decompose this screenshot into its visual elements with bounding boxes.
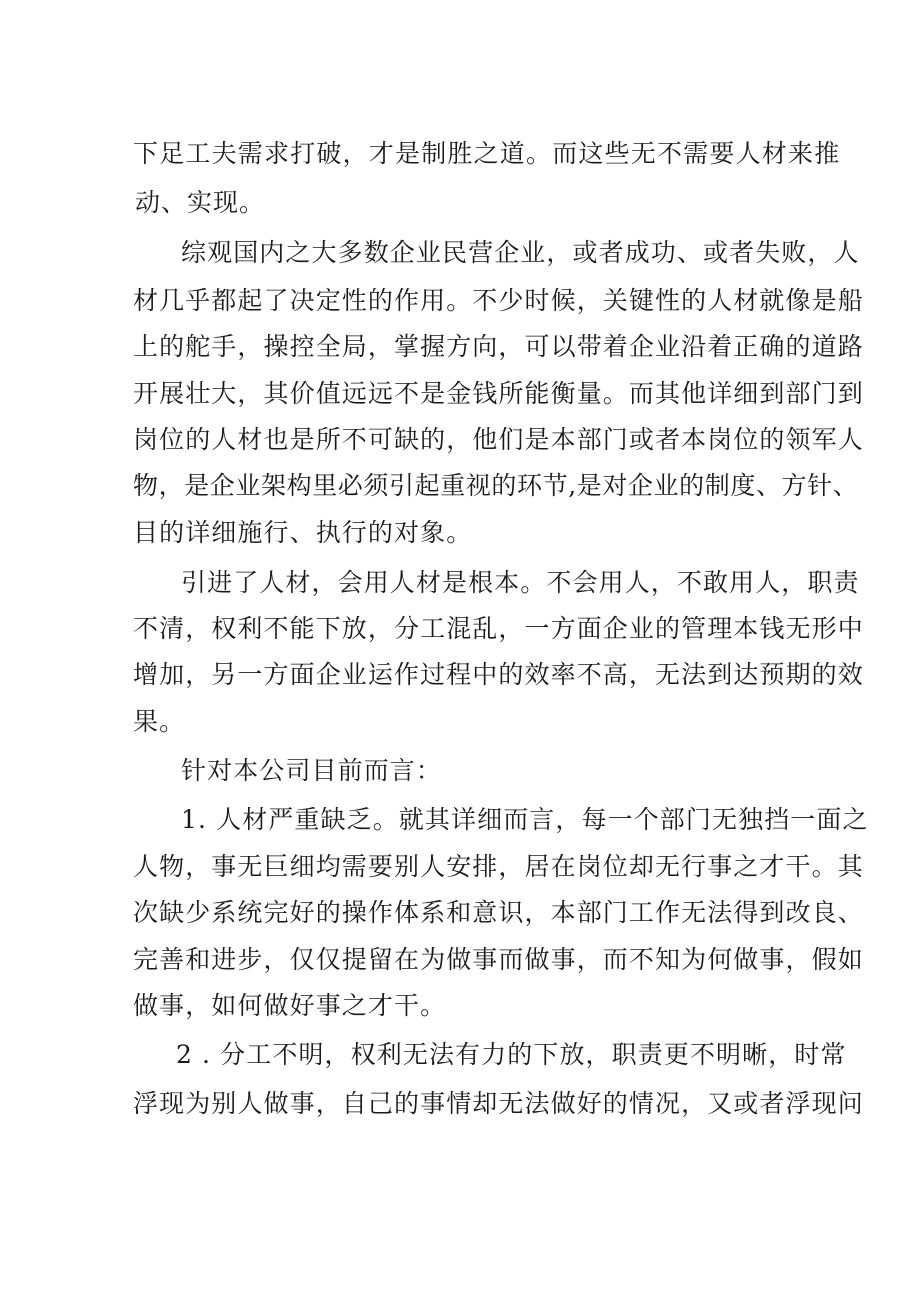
text-line: 果。 [133,707,186,736]
text-line: 做事，如何做好事之才干。 [133,991,447,1020]
text-line: 引进了人材，会用人材是根本。不会用人，不敢用人，职责 [181,568,860,597]
text-line: 完善和进步，仅仅提留在为做事而做事，而不知为何做事，假如 [133,945,864,974]
text-line: 浮现为别人做事，自己的事情却无法做好的情况，又或者浮现问 [133,1089,864,1118]
text-line: 1. 人材严重缺乏。就其详细而言，每一个部门无独挡一面之 [181,805,869,834]
text-line: 人物，事无巨细均需要别人安排，居在岗位却无行事之才干。其 [133,852,864,881]
text-line: 不清，权利不能下放，分工混乱，一方面企业的管理本钱无形中 [133,614,864,643]
text-line: 开展壮大，其价值远远不是金钱所能衡量。而其他详细到部门到 [133,379,864,408]
text-line: 材几乎都起了决定性的作用。不少时候，关键性的人材就像是船 [133,286,864,315]
text-line: 上的舵手，操控全局，掌握方向，可以带着企业沿着正确的道路 [133,332,864,361]
text-line: 增加，另一方面企业运作过程中的效率不高，无法到达预期的效 [133,660,864,689]
text-line: 综观国内之大多数企业民营企业，或者成功、或者失败，人 [181,238,860,267]
text-line: 岗位的人材也是所不可缺的，他们是本部门或者本岗位的领军人 [133,425,864,454]
text-line: 2 . 分工不明，权利无法有力的下放，职责更不明晰，时常 [176,1040,847,1069]
text-line: 下足工夫需求打破，才是制胜之道。而这些无不需要人材来推 [133,139,841,168]
text-line: 目的详细施行、执行的对象。 [133,518,473,547]
text-line: 动、实现。 [135,188,266,217]
text-line: 物，是企业架构里必须引起重视的环节,是对企业的制度、方针、 [133,471,859,500]
text-line: 针对本公司目前而言： [181,756,443,785]
text-line: 次缺少系统完好的操作体系和意识，本部门工作无法得到改良、 [133,898,864,927]
